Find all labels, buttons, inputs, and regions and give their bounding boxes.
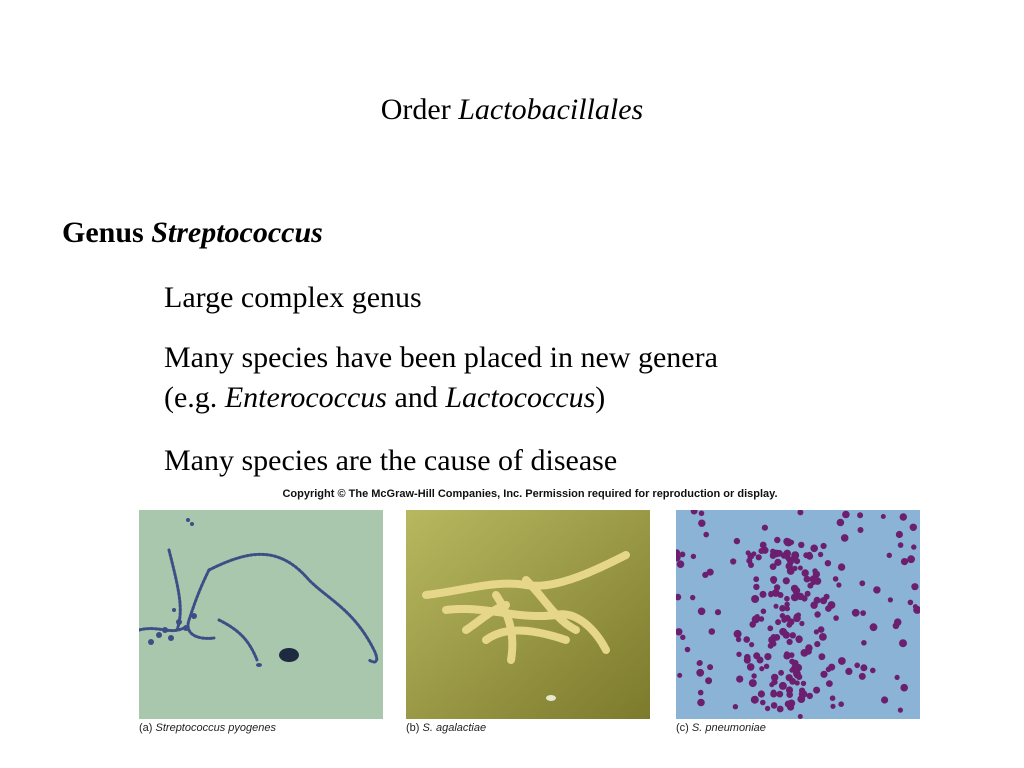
genus-prefix: Genus (62, 216, 144, 249)
bullet-new-genera-line1: Many species have been placed in new genera (164, 341, 718, 374)
caption-c (676, 722, 766, 734)
bullet-new-genera-line2 (164, 378, 718, 418)
paren-close-text: ) (595, 381, 606, 414)
micrograph-s-agalactiae (406, 510, 650, 719)
slide-title (0, 93, 1024, 127)
lactococcus-text: Lactococcus (445, 381, 596, 414)
caption-a-species: Streptococcus pyogenes (155, 722, 276, 734)
caption-b (406, 722, 486, 734)
title-prefix: Order (380, 93, 451, 126)
caption-c-species: S. pneumoniae (691, 722, 766, 734)
bullet-large-complex: Large complex genus (164, 281, 422, 314)
title-italic: Lactobacillales (458, 93, 644, 126)
and-text: and (394, 381, 438, 414)
caption-a-label: (a) (139, 722, 153, 734)
micrograph-s-pneumoniae (676, 510, 920, 719)
genus-italic: Streptococcus (151, 216, 323, 249)
micrograph-streptococcus-pyogenes (139, 510, 383, 719)
bullet-new-genera (164, 338, 718, 418)
bullet-disease: Many species are the cause of disease (164, 444, 618, 477)
genus-heading (62, 216, 323, 250)
copyright-notice: Copyright © The McGraw-Hill Companies, Inc. Permission required for reproduction or display. (282, 488, 778, 500)
caption-c-label: (c) (676, 722, 689, 734)
caption-a (139, 722, 276, 734)
caption-b-label: (b) (406, 722, 420, 734)
caption-b-species: S. agalactiae (422, 722, 487, 734)
enterococcus-text: Enterococcus (224, 381, 387, 414)
paren-open-text: (e.g. (164, 381, 218, 414)
